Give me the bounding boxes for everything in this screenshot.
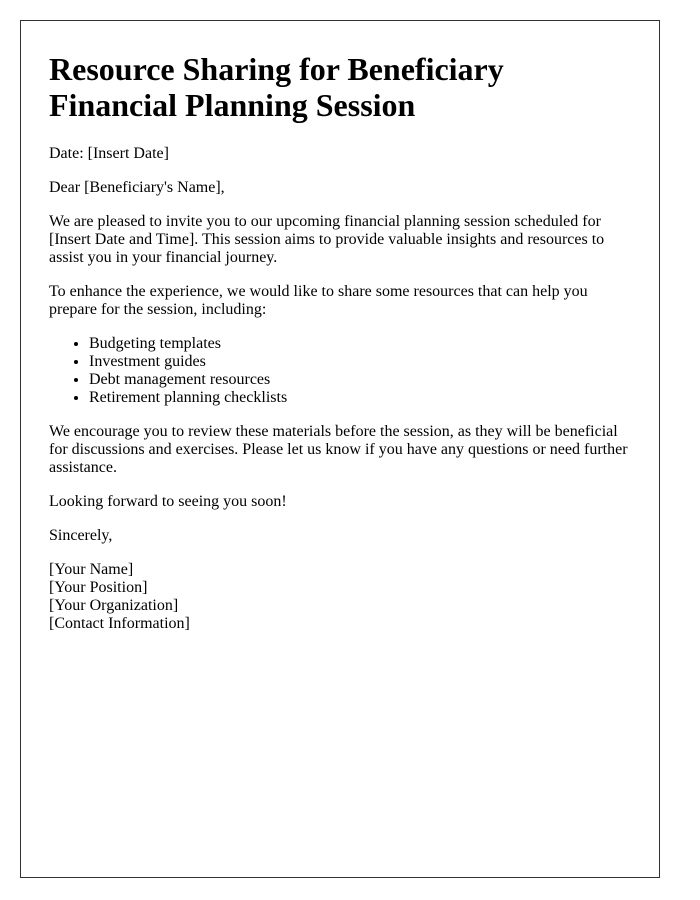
resources-list (49, 335, 631, 407)
list-item: • Budgeting templates (89, 335, 631, 353)
signature-name: [Your Name] (49, 561, 134, 578)
letter-page (20, 20, 660, 878)
signature-contact: [Contact Information] (49, 615, 190, 632)
closing-remark: Looking forward to seeing you soon! (49, 493, 287, 510)
letter-title: Resource Sharing for Beneficiary Financial Planning Session (49, 51, 504, 123)
sign-off: Sincerely, (49, 527, 113, 544)
invitation-paragraph: We are pleased to invite you to our upcoming financial planning session scheduled for [Insert Date and Time]. This session aims to provide valuable insights and resources to assist you in your financial journey. (49, 213, 605, 266)
greeting: Dear [Beneficiary's Name], (49, 179, 225, 196)
signature-block (49, 561, 631, 633)
list-item: • Retirement planning checklists (89, 389, 631, 407)
signature-organization: [Your Organization] (49, 597, 179, 614)
list-item: • Investment guides (89, 353, 631, 371)
review-paragraph: We encourage you to review these materials before the session, as they will be beneficial for discussions and exercises. Please let us know if you have any questions or need further assistance. (49, 423, 628, 476)
resources-intro-paragraph: To enhance the experience, we would like to share some resources that can help you prepare for the session, including: (49, 283, 588, 318)
list-item: • Debt management resources (89, 371, 631, 389)
date-line: Date: [Insert Date] (49, 145, 169, 162)
signature-position: [Your Position] (49, 579, 148, 596)
